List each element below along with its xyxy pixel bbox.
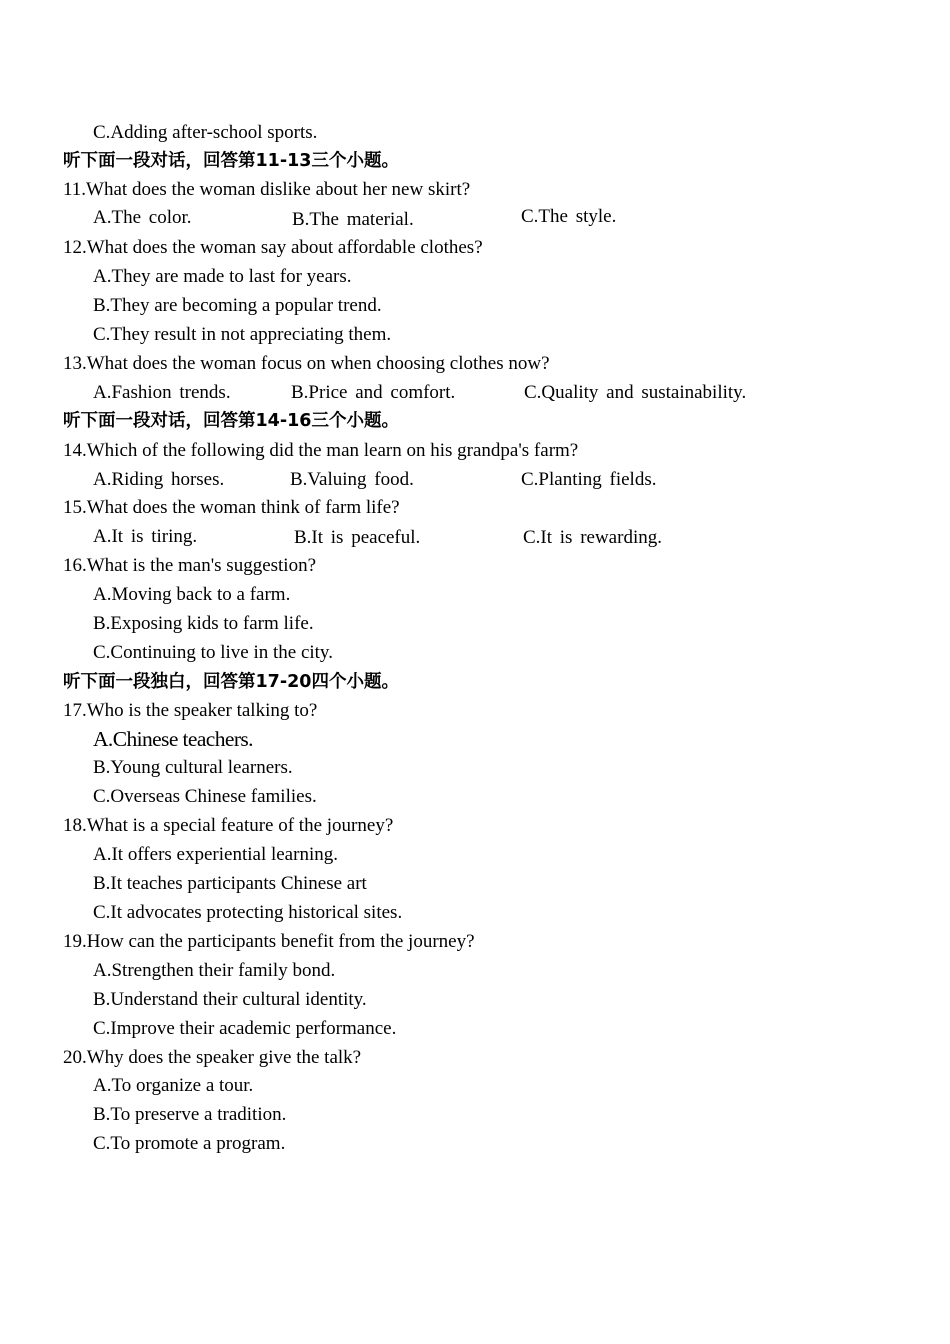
question-16-option-c: C.Continuing to live in the city.	[93, 642, 333, 663]
question-17-option-a: A.Chinese teachers.	[93, 727, 253, 751]
question-11-option-b: B.The material.	[292, 209, 414, 230]
question-15-option-c: C.It is rewarding.	[523, 527, 662, 548]
question-11: 11.What does the woman dislike about her new skirt?	[63, 179, 471, 200]
question-14-option-c: C.Planting fields.	[521, 469, 657, 490]
question-14: 14.Which of the following did the man learn on his grandpa's farm?	[63, 440, 579, 461]
question-11-option-c: C.The style.	[521, 206, 617, 227]
question-13-option-c: C.Quality and sustainability.	[524, 382, 747, 403]
question-20-option-c: C.To promote a program.	[93, 1133, 286, 1154]
question-18-option-a: A.It offers experiential learning.	[93, 844, 338, 865]
question-19-option-a: A.Strengthen their family bond.	[93, 960, 336, 981]
question-19-option-c: C.Improve their academic performance.	[93, 1018, 397, 1039]
question-12: 12.What does the woman say about affordable clothes?	[63, 237, 483, 258]
question-20: 20.Why does the speaker give the talk?	[63, 1047, 362, 1068]
question-17-option-c: C.Overseas Chinese families.	[93, 786, 317, 807]
question-16-option-b: B.Exposing kids to farm life.	[93, 613, 314, 634]
question-19: 19.How can the participants benefit from the journey?	[63, 931, 475, 952]
question-13-option-a: A.Fashion trends.	[93, 382, 231, 403]
question-12-option-c: C.They result in not appreciating them.	[93, 324, 392, 345]
question-12-option-b: B.They are becoming a popular trend.	[93, 295, 382, 316]
question-16: 16.What is the man's suggestion?	[63, 555, 317, 576]
question-20-option-a: A.To organize a tour.	[93, 1075, 254, 1096]
option-line: C.Adding after-school sports.	[93, 122, 318, 143]
section-heading-14-16: 听下面一段对话，回答第14-16三个小题。	[63, 411, 399, 431]
question-12-option-a: A.They are made to last for years.	[93, 266, 352, 287]
question-15: 15.What does the woman think of farm life?	[63, 497, 400, 518]
question-18: 18.What is a special feature of the journey?	[63, 815, 394, 836]
question-14-option-a: A.Riding horses.	[93, 469, 225, 490]
question-19-option-b: B.Understand their cultural identity.	[93, 989, 367, 1010]
question-15-option-b: B.It is peaceful.	[294, 527, 421, 548]
question-13: 13.What does the woman focus on when choosing clothes now?	[63, 353, 550, 374]
question-13-option-b: B.Price and comfort.	[291, 382, 456, 403]
question-17: 17.Who is the speaker talking to?	[63, 700, 318, 721]
question-18-option-b: B.It teaches participants Chinese art	[93, 873, 367, 894]
question-18-option-c: C.It advocates protecting historical sites.	[93, 902, 403, 923]
question-15-option-a: A.It is tiring.	[93, 526, 198, 547]
section-heading-11-13: 听下面一段对话，回答第11-13三个小题。	[63, 151, 399, 171]
question-14-option-b: B.Valuing food.	[290, 469, 414, 490]
question-17-option-b: B.Young cultural learners.	[93, 757, 293, 778]
question-16-option-a: A.Moving back to a farm.	[93, 584, 291, 605]
question-11-option-a: A.The color.	[93, 207, 192, 228]
question-20-option-b: B.To preserve a tradition.	[93, 1104, 287, 1125]
section-heading-17-20: 听下面一段独白，回答第17-20四个小题。	[63, 672, 399, 692]
